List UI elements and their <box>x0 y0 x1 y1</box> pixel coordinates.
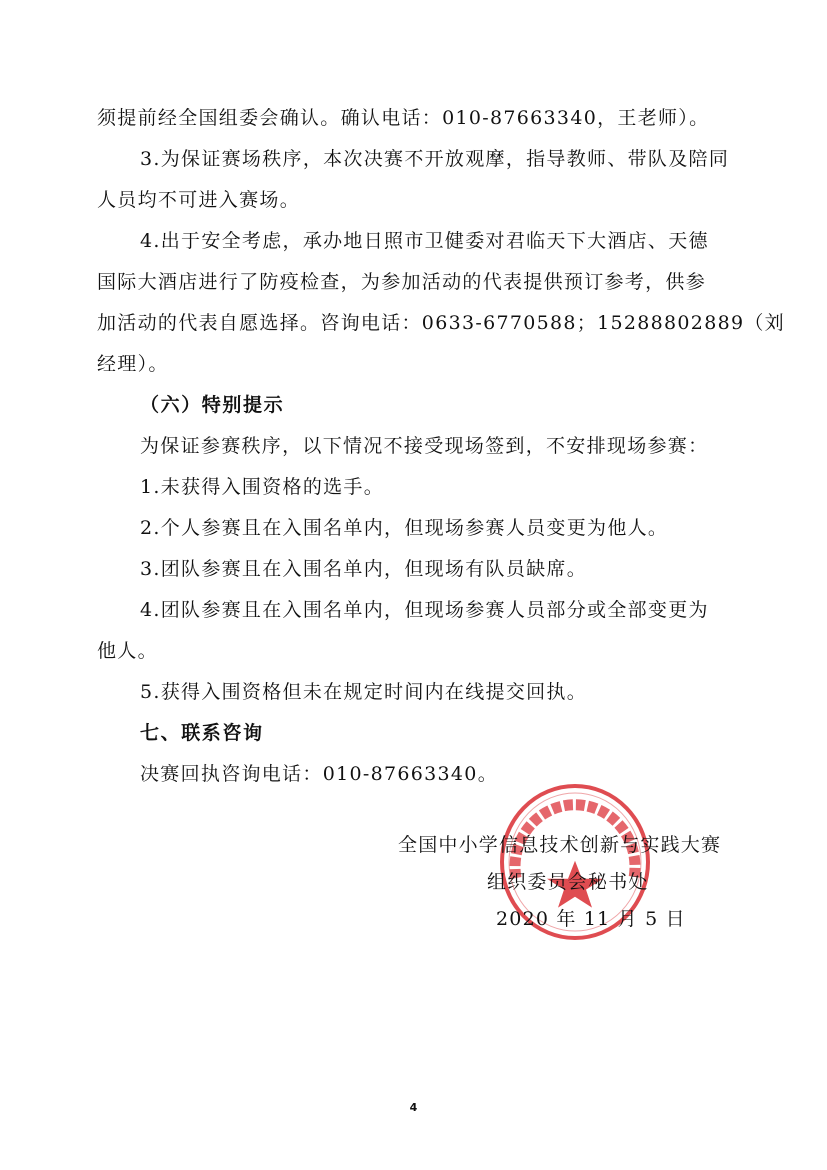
paragraph-line-9: 为保证参赛秩序，以下情况不接受现场签到，不安排现场参赛： <box>140 435 709 457</box>
list-item-2: 2.个人参赛且在入围名单内，但现场参赛人员变更为他人。 <box>140 517 669 539</box>
contact-phone-line: 决赛回执咨询电话：010-87663340。 <box>140 763 498 785</box>
list-item-1: 1.未获得入围资格的选手。 <box>140 476 385 498</box>
paragraph-line-3: 人员均不可进入赛场。 <box>97 189 301 211</box>
section-heading-contact: 七、联系咨询 <box>140 722 264 744</box>
list-item-4: 4.团队参赛且在入围名单内，但现场参赛人员部分或全部变更为 <box>140 599 709 621</box>
paragraph-line-6: 加活动的代表自愿选择。咨询电话：0633-6770588；15288802889（刘 <box>97 312 785 334</box>
signature-office: 组织委员会秘书处 <box>487 871 649 893</box>
paragraph-line-4: 4.出于安全考虑，承办地日照市卫健委对君临天下大酒店、天德 <box>140 230 709 252</box>
section-heading-special-notes: （六）特别提示 <box>140 394 285 416</box>
signature-organization: 全国中小学信息技术创新与实践大赛 <box>398 834 722 856</box>
list-item-3: 3.团队参赛且在入围名单内，但现场有队员缺席。 <box>140 558 588 580</box>
paragraph-line-5: 国际大酒店进行了防疫检查，为参加活动的代表提供预订参考，供参 <box>97 271 707 293</box>
paragraph-line-7: 经理）。 <box>97 353 169 375</box>
page-number: 4 <box>409 1101 418 1114</box>
list-item-4-continuation: 他人。 <box>97 640 158 662</box>
paragraph-line-1: 须提前经全国组委会确认。确认电话：010-87663340，王老师）。 <box>97 107 710 129</box>
paragraph-line-2: 3.为保证赛场秩序，本次决赛不开放观摩，指导教师、带队及陪同 <box>140 148 730 170</box>
list-item-5: 5.获得入围资格但未在规定时间内在线提交回执。 <box>140 681 588 703</box>
signature-date: 2020 年 11 月 5 日 <box>496 908 686 930</box>
